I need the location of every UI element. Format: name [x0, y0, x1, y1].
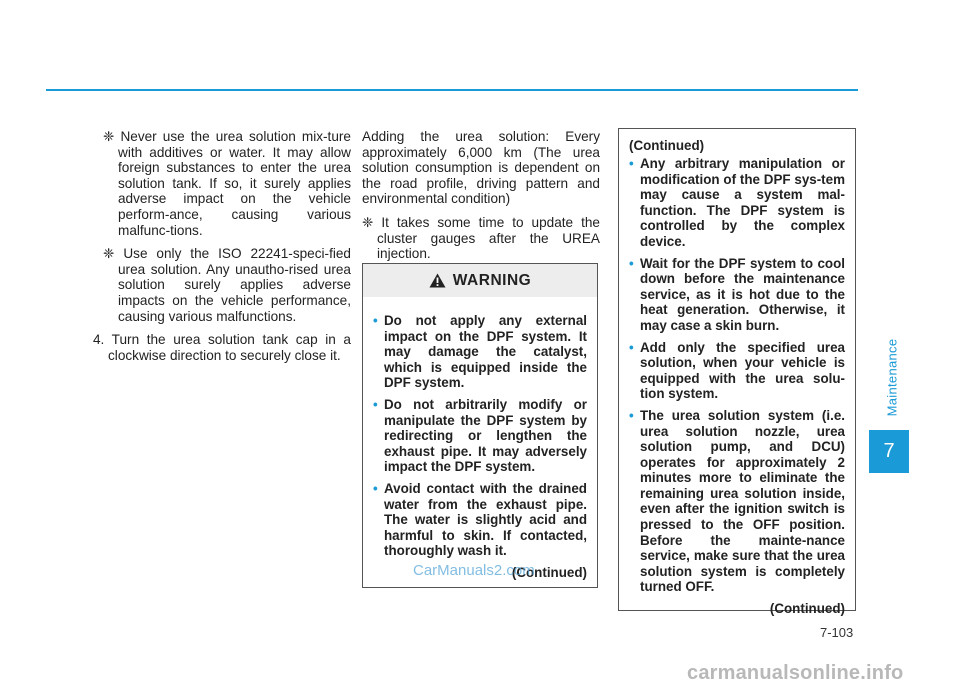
page-number: 7-103: [820, 625, 854, 640]
bullet-icon: •: [629, 339, 634, 355]
bullet-icon: •: [629, 407, 634, 423]
warning-item: • Do not apply any external impact on the DPF system. It may damage the catalyst, which is equipped inside the DPF system.: [373, 313, 587, 391]
warning-item: • Wait for the DPF system to cool down before the maintenance service, as it is hot due to the heat generation. Otherwise, it may case a skin burn.: [629, 255, 845, 333]
note-text: It takes some time to update the cluster gauges after the UREA injection.: [377, 214, 600, 262]
diamond-bullet-icon: ❈: [362, 214, 374, 230]
bullet-icon: •: [373, 396, 378, 412]
bullet-icon: •: [373, 480, 378, 496]
continued-warning-list: [619, 156, 855, 595]
bullet-icon: •: [373, 313, 378, 328]
warning-header: [363, 264, 597, 297]
note-text: Never use the urea solution mix-ture with additives or water. It may allow foreign substances to enter the urea solution tank. If so, it surely applies adverse impact on the vehicle perform-ance, causing various malfunc-tions.: [118, 129, 351, 238]
warning-item: • Add only the specified urea solution, when your vehicle is equipped with the urea solu-tion system.: [629, 339, 845, 402]
chapter-tab: 7: [869, 430, 909, 473]
bullet-icon: •: [629, 156, 634, 171]
warning-list: [363, 313, 597, 559]
step-4: 4. Turn the urea solution tank cap in a clockwise direction to securely close it.: [93, 332, 351, 363]
watermark-carmanuals: CarManuals2.com: [413, 562, 535, 579]
warning-item: • The urea solution system (i.e. urea solution nozzle, urea solution pump, and DCU) operates for approximately 2 minutes more to eliminate the remaining urea solution inside, even after the ignition switch is pressed to the OFF position. Before the mainte-nance service, make sure that the urea solution system is completely turned OFF.: [629, 407, 845, 595]
continued-header: (Continued): [629, 138, 705, 153]
section-label-text: Maintenance: [884, 338, 900, 417]
watermark-footer: carmanualsonline.info: [687, 662, 904, 684]
warning-item: • Avoid contact with the drained water from the exhaust pipe. The water is slightly acid and harmful to skin. If contacted, thoroughly wash it.: [373, 480, 587, 559]
diamond-bullet-icon: ❈: [103, 246, 115, 262]
caution-note: [362, 215, 600, 262]
left-column: [93, 129, 351, 371]
warning-box: [362, 263, 598, 588]
refill-interval-text: Adding the urea solution: Every approximately 6,000 km (The urea solution consumption is dependent on the road profile, driving pattern and environmental condition): [362, 129, 600, 207]
diamond-bullet-icon: ❈: [103, 129, 115, 144]
bullet-icon: •: [629, 255, 634, 271]
warning-item: • Do not arbitrarily modify or manipulate the DPF system by redirecting or lengthen the exhaust pipe. It may adversely impact the DPF system.: [373, 396, 587, 475]
continued-label: (Continued): [769, 601, 845, 617]
caution-note: [103, 246, 351, 324]
caution-note: [103, 129, 351, 238]
top-rule: [46, 89, 858, 91]
warning-triangle-icon: [429, 273, 446, 288]
middle-column: [362, 129, 600, 270]
warning-title: WARNING: [452, 271, 532, 289]
warning-item: • Any arbitrary manipulation or modification of the DPF sys-tem may cause a system mal-function. The DPF system is controlled by the complex device.: [629, 156, 845, 249]
continued-label: (Continued): [511, 564, 587, 580]
continued-warning-box: [618, 128, 856, 617]
note-text: Use only the ISO 22241-speci-fied urea solution. Any unautho-rised urea solution surely applies adverse impacts on the vehicle performance, causing various malfunctions.: [118, 246, 351, 324]
